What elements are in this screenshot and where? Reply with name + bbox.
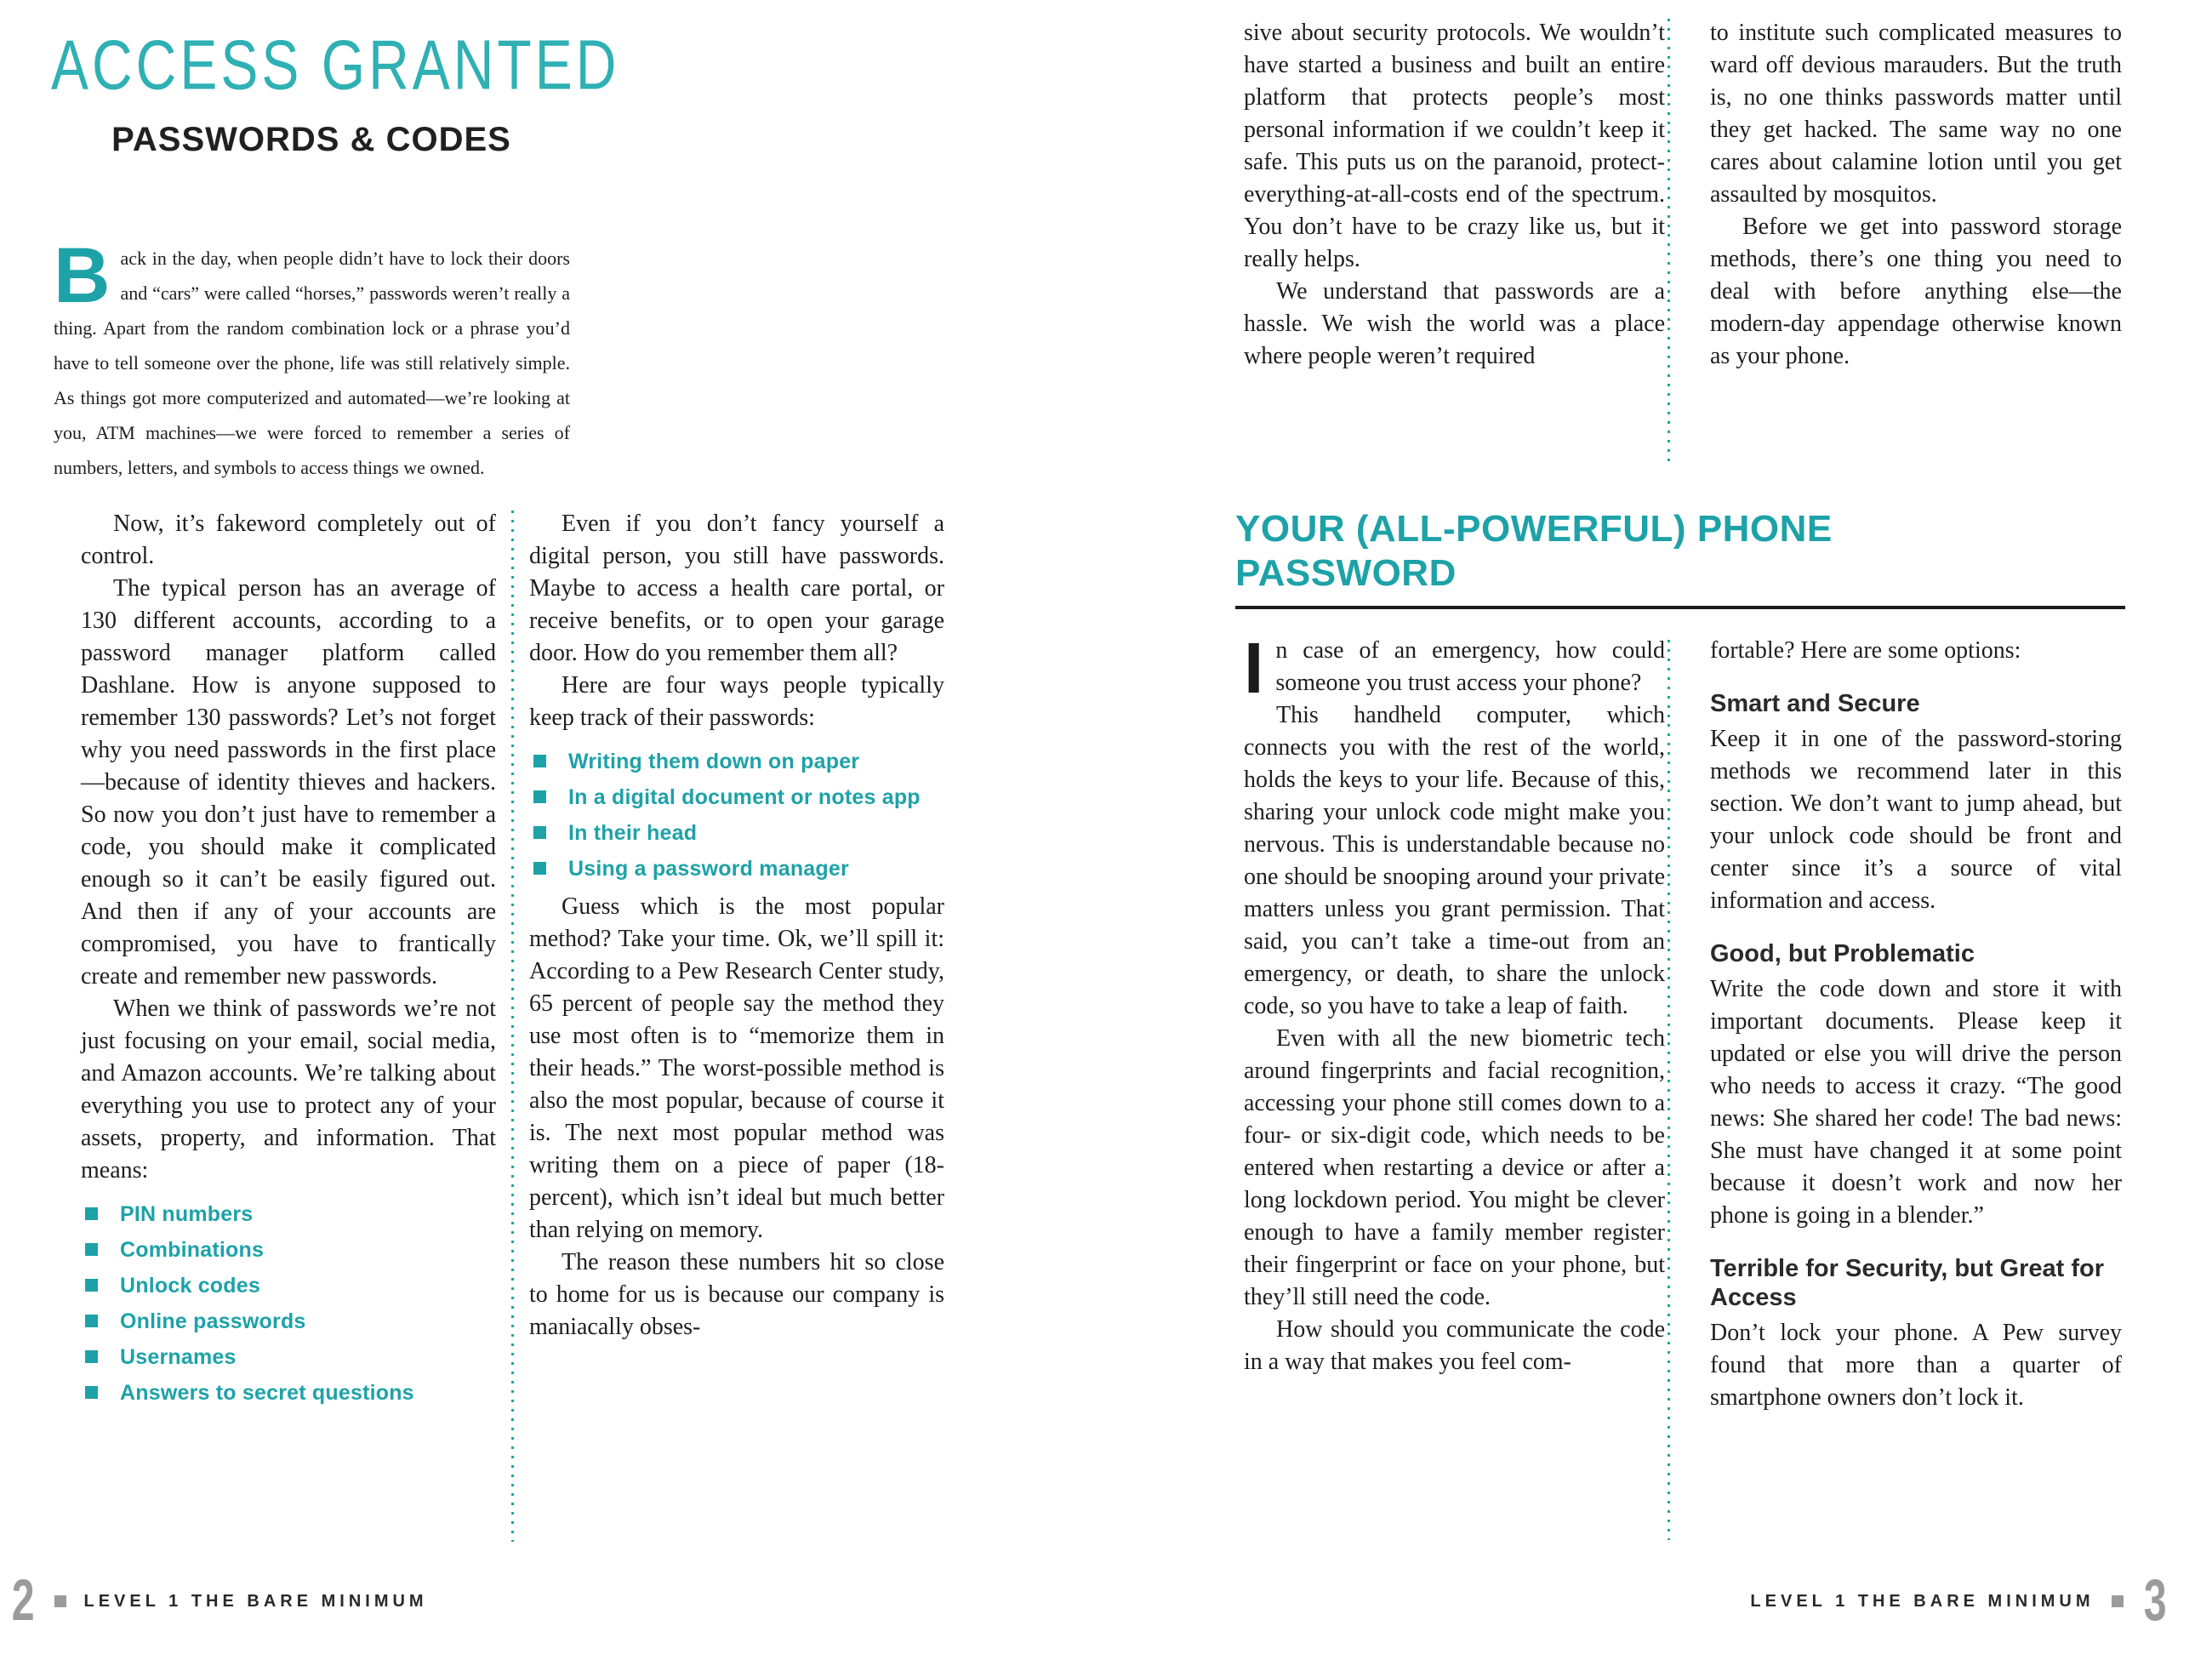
right-page-column-2-bottom (1710, 635, 2122, 1414)
bullet-label: In a digital document or notes app (568, 785, 921, 809)
paragraph: Here are four ways people typically keep track of their passwords: (529, 672, 944, 731)
right-page-column-1-top (1244, 17, 1665, 373)
paragraph: to institute such complicated measures to ward off devious marauders. But the truth is, no one thinks passwords matter until they get hacked. The same way no one cares about calamine lotion until you get assaulted by mosquitos. (1710, 20, 2122, 208)
list-item (81, 1201, 496, 1229)
page-number-left: 2 (11, 1568, 35, 1634)
bullet-list (81, 1201, 496, 1407)
square-bullet-icon (85, 1207, 98, 1220)
dotted-column-divider-right-page-bottom (1668, 640, 1670, 1540)
list-item (529, 855, 944, 883)
chapter-title-block (51, 24, 620, 159)
left-page-column-1 (81, 508, 496, 1415)
paragraph (1244, 628, 1665, 708)
list-item (81, 1236, 496, 1264)
dotted-column-divider-right-page-top (1668, 19, 1670, 463)
intro-paragraph (54, 232, 570, 485)
square-bullet-icon (85, 1315, 98, 1327)
dropcap-paragraph-text: n case of an emergency, how could someone you trust access your phone? (1275, 637, 1665, 696)
square-bullet-icon (85, 1243, 98, 1256)
bullet-label: Online passwords (120, 1309, 306, 1333)
right-page-column-1-bottom (1244, 628, 1665, 1378)
paragraph: The reason these numbers hit so close to home for us is because our company is maniacally obses- (529, 1249, 944, 1340)
subsection (1710, 1254, 2122, 1414)
paragraph: Even with all the new biometric tech around fingerprints and facial recognition, accessing your phone still comes down to a four- or six-digit code, which needs to be entered when restarting a device or after a long lockdown period. You might be clever enough to have a family member register their fingerprint or face on your phone, but they’ll still need the code. (1244, 1025, 1665, 1310)
footer-label: LEVEL 1 THE BARE MINIMUM (83, 1591, 428, 1611)
square-bullet-icon (85, 1350, 98, 1363)
subsection-heading: Terrible for Security, but Great for Access (1710, 1255, 2105, 1311)
bullet-label: PIN numbers (120, 1202, 254, 1226)
paragraph: How should you communicate the code in a way that makes you feel com- (1244, 1316, 1665, 1375)
paragraph: Even if you don’t fancy yourself a digital person, you still have passwords. Maybe to access a health care portal, or receive benefits, or to open your garage door. How do you remember them all? (529, 511, 944, 666)
list-item (529, 748, 944, 776)
paragraph: Write the code down and store it with important documents. Please keep it updated or else you will drive the person who needs to access it crazy. “The good news: She shared her code! The bad news: She must have changed it at some point because it doesn’t work and now her phone is going in a blender.” (1710, 976, 2122, 1229)
bullet-label: Answers to secret questions (120, 1381, 414, 1405)
drop-cap-i: I (1244, 628, 1264, 708)
bullet-list (529, 748, 944, 883)
drop-cap-b: B (54, 232, 111, 319)
list-item (529, 819, 944, 847)
chapter-title: ACCESS GRANTED (51, 25, 620, 104)
paragraph: Before we get into password storage methods, there’s one thing you need to deal with before anything else—the modern-day appendage otherwise known as your phone. (1710, 214, 2122, 369)
square-bullet-icon (533, 790, 546, 803)
bullet-label: Unlock codes (120, 1274, 260, 1298)
section-heading: YOUR (ALL-POWERFUL) PHONE PASSWORD (1235, 508, 1833, 594)
paragraph: Now, it’s fakeword completely out of control. (81, 511, 496, 569)
paragraph: The typical person has an average of 130 different accounts, according to a password manager platform called Dashlane. How is anyone supposed to remember 130 passwords? Let’s not forget why you need passwords in the first place—because of identity thieves and hackers. So now you don’t just have to remember a code, you should make it complicated enough so it can’t be easily figured out. And then if any of your accounts are compromised, you have to frantically create and remember new passwords. (81, 575, 496, 990)
paragraph: Guess which is the most popular method? Take your time. Ok, we’ll spill it: According to a Pew Research Center study, 65 percent of people say the method they use most often is to “memorize them in their heads.” The worst-possible method is also the most popular, because of course it is. The next most popular method was writing them on a piece of paper (18-percent), which isn’t ideal but much better than relying on memory. (529, 893, 944, 1243)
subsection (1710, 939, 2122, 1232)
footer-right (1750, 1568, 2169, 1634)
paragraph: Keep it in one of the password-storing methods we recommend later in this section. We don’t want to jump ahead, but your unlock code should be front and center since it’s a source of vital information and access. (1710, 726, 2122, 914)
square-bullet-icon (533, 826, 546, 839)
list-item (81, 1308, 496, 1336)
intro-text: ack in the day, when people didn’t have to lock their doors and “cars” were called “horses,” passwords weren’t really a thing. Apart from the random combination lock or a phrase you’d have to tell someone over the phone, life was still relatively simple. As things got more computerized and automated—we’re looking at you, ATM machines—we were forced to remember a series of numbers, letters, and symbols to access things we owned. (54, 248, 570, 478)
right-page-column-2-top (1710, 17, 2122, 373)
heading-rule (1235, 606, 2125, 609)
subsection (1710, 689, 2122, 917)
list-item (81, 1272, 496, 1300)
square-bullet-icon (533, 862, 546, 875)
bullet-label: Combinations (120, 1238, 265, 1262)
square-bullet-icon (85, 1279, 98, 1292)
list-item (529, 784, 944, 812)
paragraph: sive about security protocols. We wouldn’t have started a business and built an entire platform that protects people’s most personal information if we couldn’t keep it safe. This puts us on the paranoid, protect-everything-at-all-costs end of the spectrum. You don’t have to be crazy like us, but it really helps. (1244, 20, 1665, 272)
footer-left (9, 1568, 428, 1634)
bullet-label: Using a password manager (568, 857, 849, 881)
footer-square-icon (2112, 1595, 2124, 1607)
paragraph: Don’t lock your phone. A Pew survey found that more than a quarter of smartphone owners don’t lock it. (1710, 1320, 2122, 1411)
subsection-heading: Smart and Secure (1710, 690, 1920, 717)
list-item (81, 1343, 496, 1372)
footer-square-icon (54, 1595, 66, 1607)
paragraph: When we think of passwords we’re not just focusing on your email, social media, and Amazon accounts. We’re talking about everything you use to protect any of your assets, property, and information. That means: (81, 995, 496, 1184)
paragraph: fortable? Here are some options: (1710, 637, 2021, 664)
paragraph: We understand that passwords are a hassle. We wish the world was a place where people weren’t required (1244, 278, 1665, 369)
left-page-column-2 (529, 508, 944, 1343)
subsection-heading: Good, but Problematic (1710, 940, 1975, 967)
square-bullet-icon (533, 755, 546, 767)
chapter-subtitle: PASSWORDS & CODES (111, 121, 511, 158)
list-item (81, 1379, 496, 1407)
bullet-label: Usernames (120, 1345, 237, 1369)
paragraph: This handheld computer, which connects you with the rest of the world, holds the keys to your life. Because of this, sharing your unlock code might make you nervous. This is understandable because no one should be snooping around your private matters unless you grant permission. That said, you can’t take a time-out from an emergency, or death, to share the unlock code, so you have to take a leap of faith. (1244, 702, 1665, 1019)
footer-label: LEVEL 1 THE BARE MINIMUM (1750, 1591, 2095, 1611)
bullet-label: Writing them down on paper (568, 750, 860, 773)
bullet-label: In their head (568, 821, 698, 845)
square-bullet-icon (85, 1386, 98, 1399)
dotted-column-divider-left-page (511, 511, 514, 1542)
page-number-right: 3 (2143, 1568, 2167, 1634)
